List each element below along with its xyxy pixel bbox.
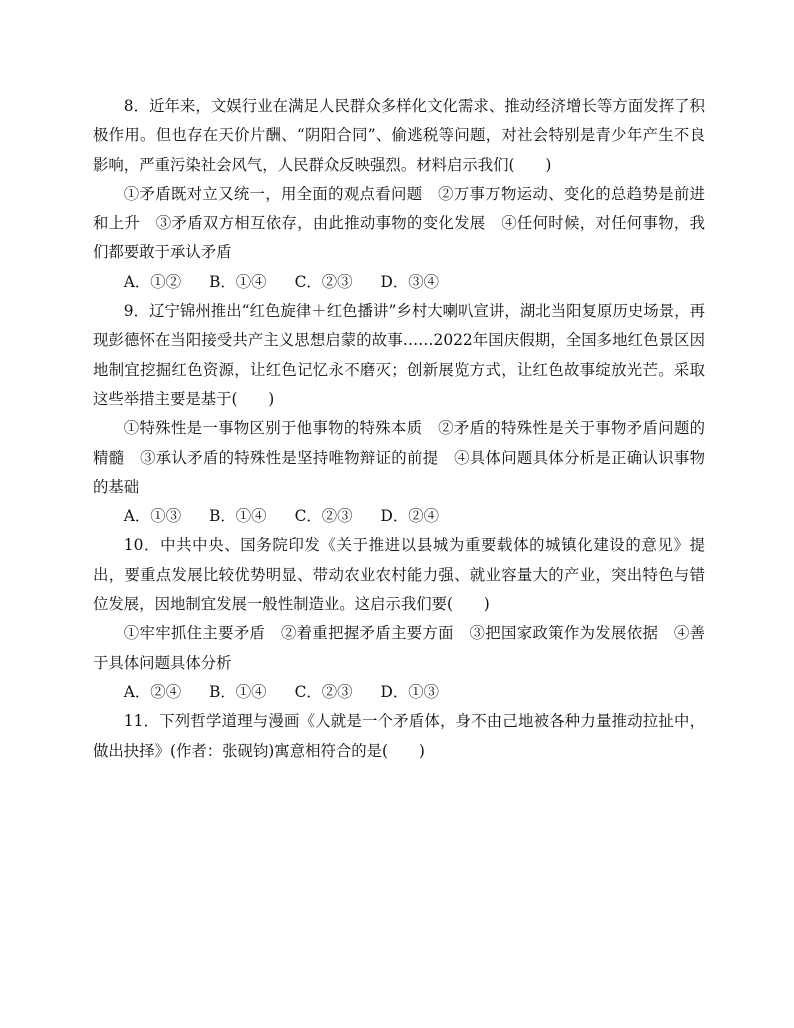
option-b: B．①④ bbox=[209, 682, 267, 701]
question-8-options bbox=[93, 268, 705, 297]
question-10-stem: 10．中共中央、国务院印发《关于推进以县城为重要载体的城镇化建设的意见》提出，要重点发展比较优势明显、带动农业农村能力强、就业容量大的产业，突出特色与错位发展，因地制宜发展一般性制造业。这启示我们要( ) bbox=[93, 536, 705, 614]
option-a: A．②④ bbox=[123, 682, 182, 701]
option-c: C．②③ bbox=[294, 507, 353, 526]
document-page bbox=[93, 92, 705, 766]
question-9-options bbox=[93, 502, 705, 531]
question-9-stem: 9．辽宁锦州推出“红色旋律＋红色播讲”乡村大喇叭宣讲，湖北当阳复原历史场景，再现彭德怀在当阳接受共产主义思想启蒙的故事……2022年国庆假期，全国多地红色景区因地制宜挖掘红色资源，让红色记忆永不磨灭；创新展览方式，让红色故事绽放光芒。采取这些举措主要是基于( ) bbox=[93, 302, 705, 408]
option-d: D．①③ bbox=[380, 682, 440, 701]
option-a: A．①③ bbox=[123, 507, 182, 526]
question-9-statements: ①特殊性是一事物区别于他事物的特殊本质 ②矛盾的特殊性是关于事物矛盾问题的精髓 ③承认矛盾的特殊性是坚持唯物辩证的前提 ④具体问题具体分析是正确认识事物的基础 bbox=[93, 419, 705, 496]
question-11-stem: 11．下列哲学道理与漫画《人就是一个矛盾体，身不由己地被各种力量推动拉扯中，做出抉择》(作者：张砚钧)寓意相符合的是( ) bbox=[93, 712, 705, 760]
question-8-statements: ①矛盾既对立又统一，用全面的观点看问题 ②万事万物运动、变化的总趋势是前进和上升 ③矛盾双方相互依存，由此推动事物的变化发展 ④任何时候，对任何事物，我们都要敢于承认矛盾 bbox=[93, 184, 705, 262]
question-10-options bbox=[93, 678, 705, 707]
option-d: D．③④ bbox=[380, 272, 440, 291]
option-c: C．②③ bbox=[294, 272, 353, 291]
option-b: B．①④ bbox=[209, 272, 267, 291]
question-8-stem: 8．近年来，文娱行业在满足人民群众多样化文化需求、推动经济增长等方面发挥了积极作用。但也存在天价片酬、“阴阳合同”、偷逃税等问题，对社会特别是青少年产生不良影响，严重污染社会风气，人民群众反映强烈。材料启示我们( ) bbox=[93, 97, 705, 174]
option-c: C．②③ bbox=[294, 682, 353, 701]
question-10-statements: ①牢牢抓住主要矛盾 ②着重把握矛盾主要方面 ③把国家政策作为发展依据 ④善于具体问题具体分析 bbox=[93, 624, 705, 672]
option-b: B．①④ bbox=[209, 507, 267, 526]
option-a: A．①② bbox=[123, 272, 182, 291]
option-d: D．②④ bbox=[380, 507, 440, 526]
